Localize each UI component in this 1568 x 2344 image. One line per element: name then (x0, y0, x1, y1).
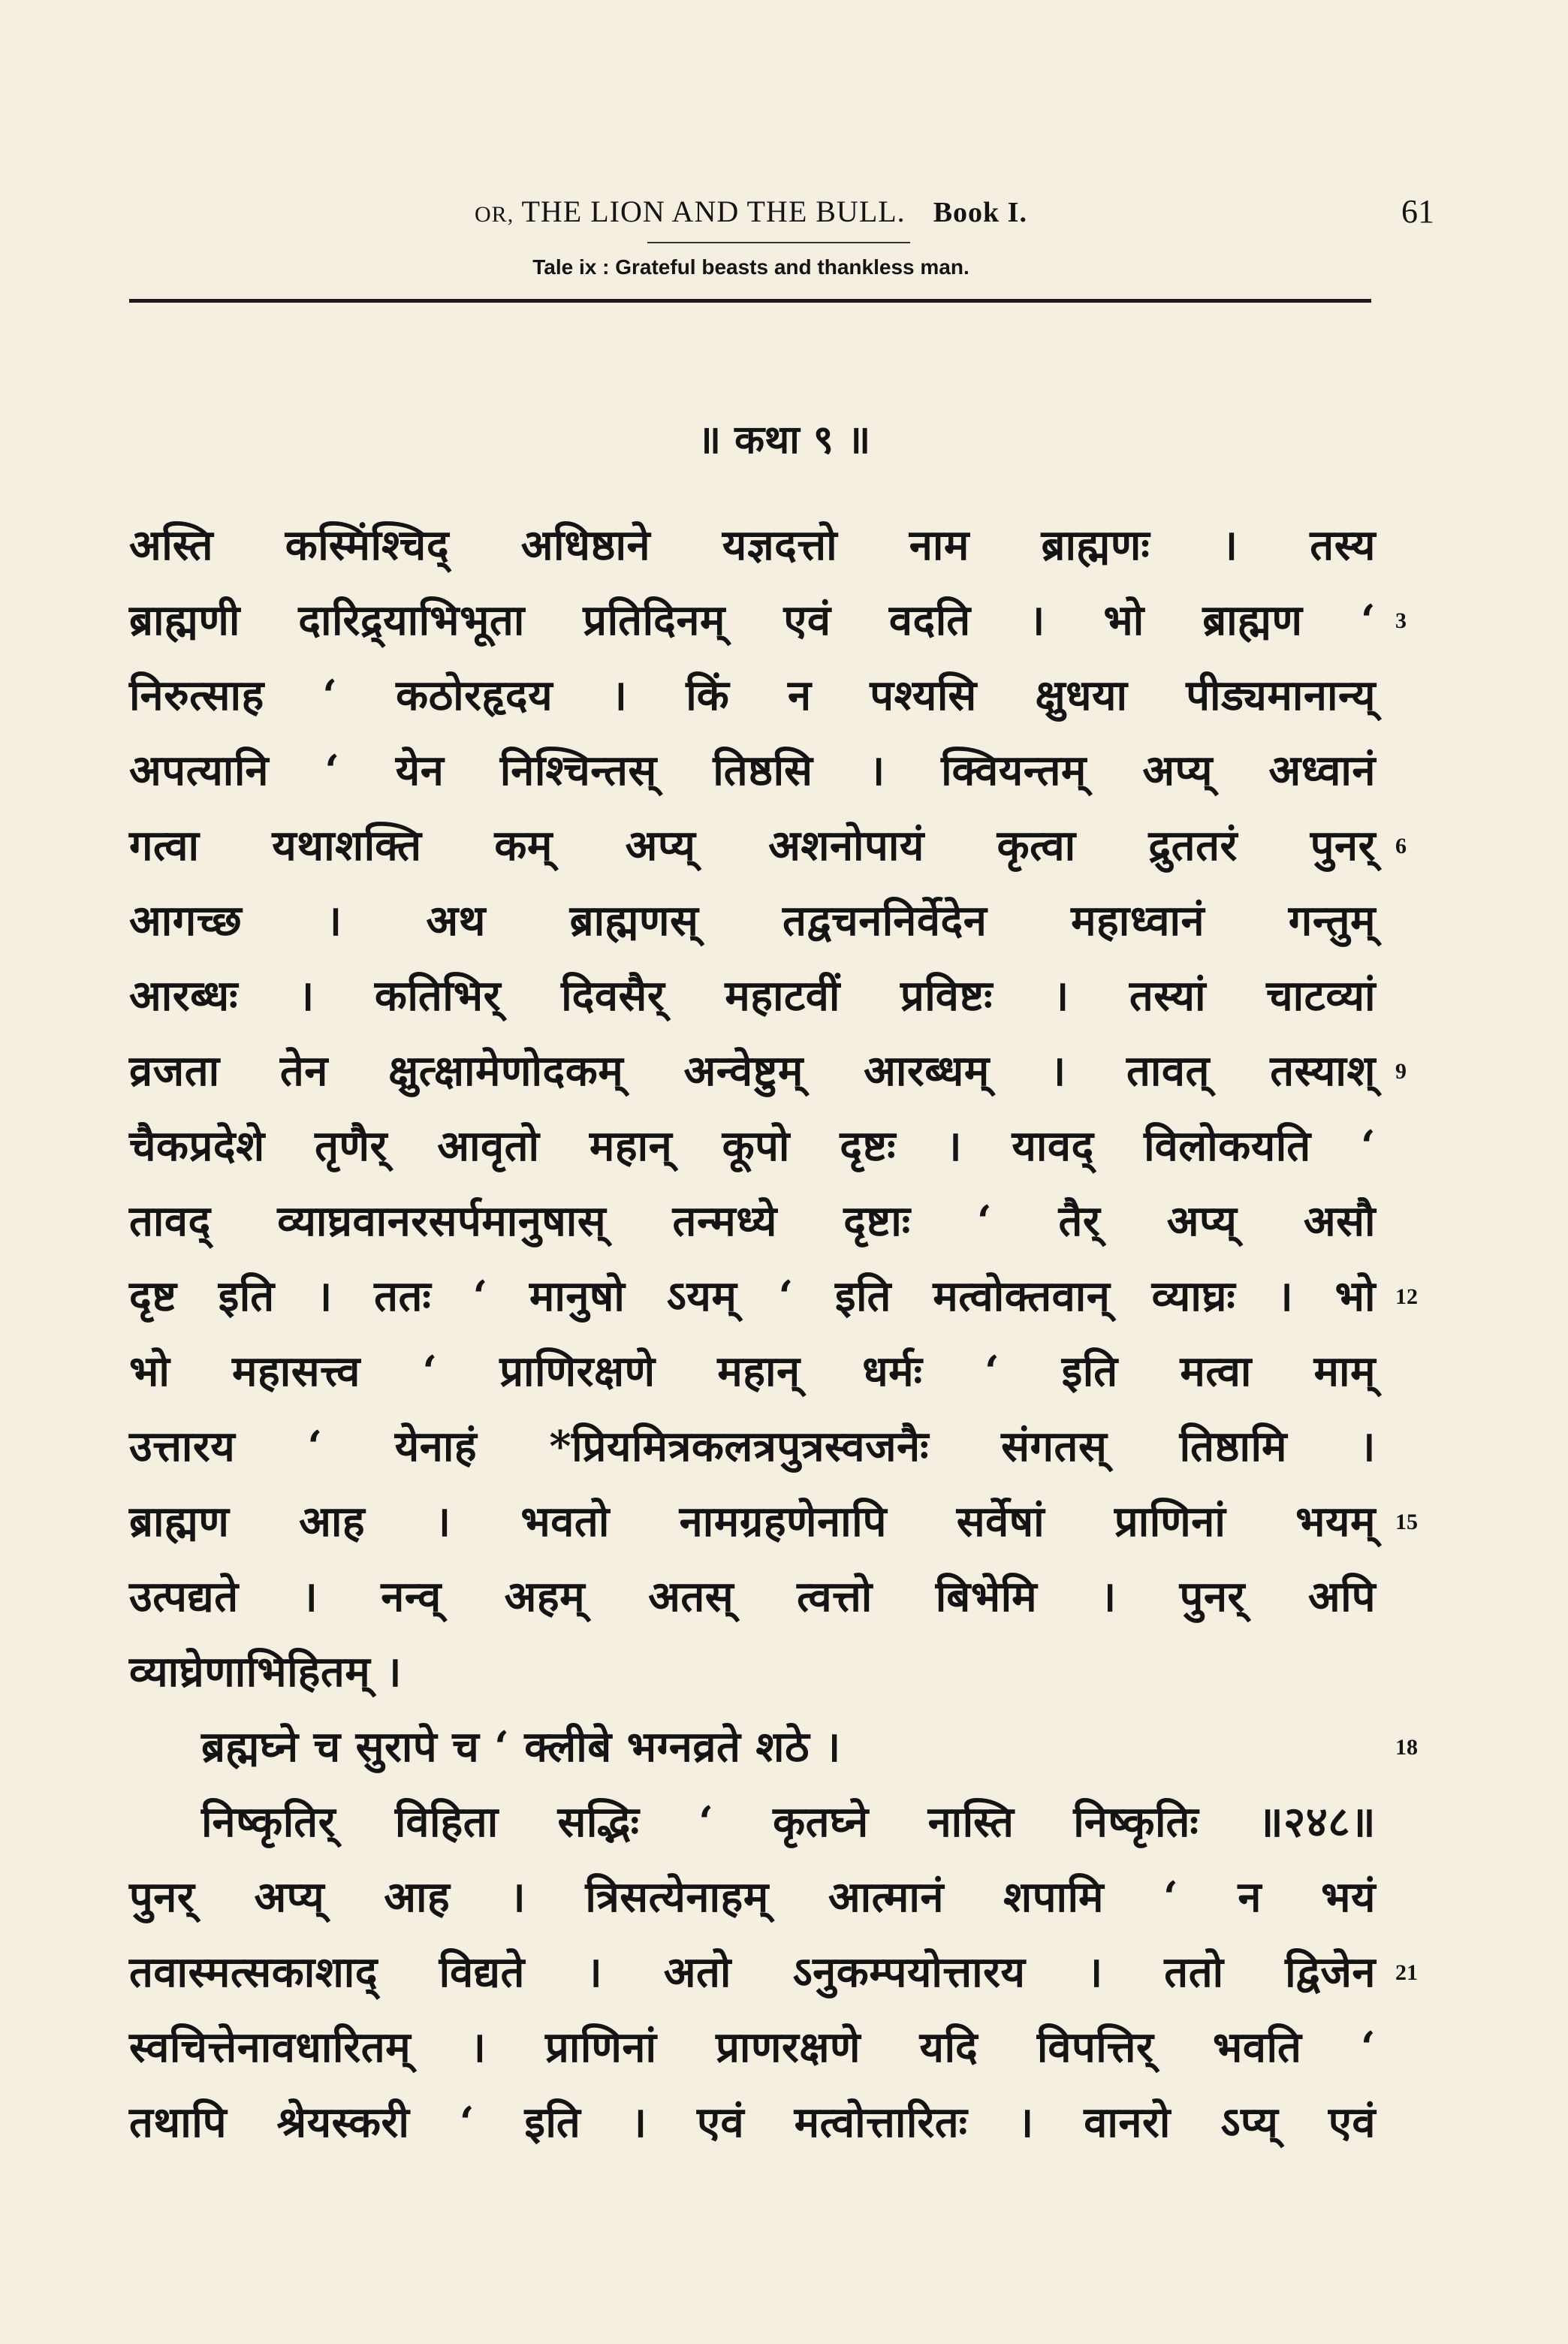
text-line: स्वचित्तेनावधारितम् । प्राणिनां प्राणरक्षणे यदि विपत्तिर् भवति ‘ (129, 2023, 1376, 2072)
header-book: Book I. (933, 197, 1027, 228)
tale-subtitle: Tale ix : Grateful beasts and thankless man. (532, 255, 969, 279)
section-title: ॥ कथा ९ ॥ (697, 417, 871, 463)
text-line: दृष्ट इति । ततः ‘ मानुषो ऽयम् ‘ इति मत्वोक्तवान् व्याघ्रः । भो (129, 1272, 1376, 1321)
line-number: 12 (1395, 1284, 1418, 1309)
header-prefix: OR, (475, 202, 514, 227)
text-line: ब्राह्मणी दारिद्र्याभिभूता प्रतिदिनम् एवं वदति । भो ब्राह्मण ‘ (129, 596, 1376, 645)
line-number: 3 (1395, 608, 1407, 633)
sanskrit-text (129, 508, 1376, 2160)
text-line: ब्राह्मण आह । भवतो नामग्रहणेनापि सर्वेषां प्राणिनां भयम् (129, 1497, 1376, 1546)
text-line: आगच्छ । अथ ब्राह्मणस् तद्वचननिर्वेदेन महाध्वानं गन्तुम् (129, 896, 1376, 946)
text-line: तावद् व्याघ्रवानरसर्पमानुषास् तन्मध्ये दृष्टाः ‘ तैर् अप्य् असौ (129, 1196, 1376, 1246)
text-line: गत्वा यथाशक्ति कम् अप्य् अशनोपायं कृत्वा द्रुततरं पुनर् (129, 821, 1376, 870)
text-line: आरब्धः । कतिभिर् दिवसैर् महाटवीं प्रविष्टः । तस्यां चाटव्यां (129, 971, 1376, 1021)
text-line: उत्पद्यते । नन्व् अहम् अतस् त्वत्तो बिभेमि । पुनर् अपि (129, 1572, 1376, 1621)
text-line: तवास्मत्सकाशाद् विद्यते । अतो ऽनुकम्पयोत्तारय । ततो द्विजेन (129, 1947, 1376, 1997)
line-number: 9 (1395, 1059, 1407, 1084)
line-number: 18 (1395, 1735, 1418, 1760)
line-number: 6 (1395, 834, 1407, 858)
header-title: THE LION AND THE BULL. (521, 195, 906, 228)
header-divider (129, 299, 1371, 303)
text-line: अपत्यानि ‘ येन निश्चिन्तस् तिष्ठसि । क्वियन्तम् अप्य् अध्वानं (129, 746, 1376, 795)
text-line: निरुत्साह ‘ कठोरहृदय । किं न पश्यसि क्षुधया पीड्यमानान्य् (129, 671, 1376, 720)
running-header (353, 194, 1149, 229)
text-line: पुनर् अप्य् आह । त्रिसत्येनाहम् आत्मानं शपामि ‘ न भयं (129, 1872, 1376, 1922)
text-line: व्रजता तेन क्षुत्क्षामेणोदकम् अन्वेष्टुम् आरब्धम् । तावत् तस्याश् (129, 1046, 1376, 1096)
header-divider-short (647, 242, 910, 243)
text-line: उत्तारय ‘ येनाहं *प्रियमित्रकलत्रपुत्रस्वजनैः संगतस् तिष्ठामि । (129, 1422, 1376, 1471)
verse-line: निष्कृतिर् विहिता सद्भिः ‘ कृतघ्ने नास्ति निष्कृतिः ॥२४८॥ (201, 1797, 1376, 1847)
line-number: 15 (1395, 1510, 1418, 1534)
line-number: 21 (1395, 1960, 1418, 1985)
text-line: तथापि श्रेयस्करी ‘ इति । एवं मत्वोत्तारितः । वानरो ऽप्य् एवं (129, 2098, 1376, 2147)
text-line: अस्ति कस्मिंश्चिद् अधिष्ठाने यज्ञदत्तो नाम ब्राह्मणः । तस्य (129, 520, 1376, 570)
text-line: चैकप्रदेशे तृणैर् आवृतो महान् कूपो दृष्टः । यावद् विलोकयति ‘ (129, 1121, 1376, 1171)
page-number: 61 (1401, 193, 1434, 230)
verse-line: ब्रह्मघ्ने च सुरापे च ‘ क्लीबे भग्नव्रते शठे । (201, 1722, 841, 1772)
text-line: भो महासत्त्व ‘ प्राणिरक्षणे महान् धर्मः ‘ इति मत्वा माम् (129, 1347, 1376, 1396)
text-line: व्याघ्रेणाभिहितम् । (129, 1647, 402, 1697)
